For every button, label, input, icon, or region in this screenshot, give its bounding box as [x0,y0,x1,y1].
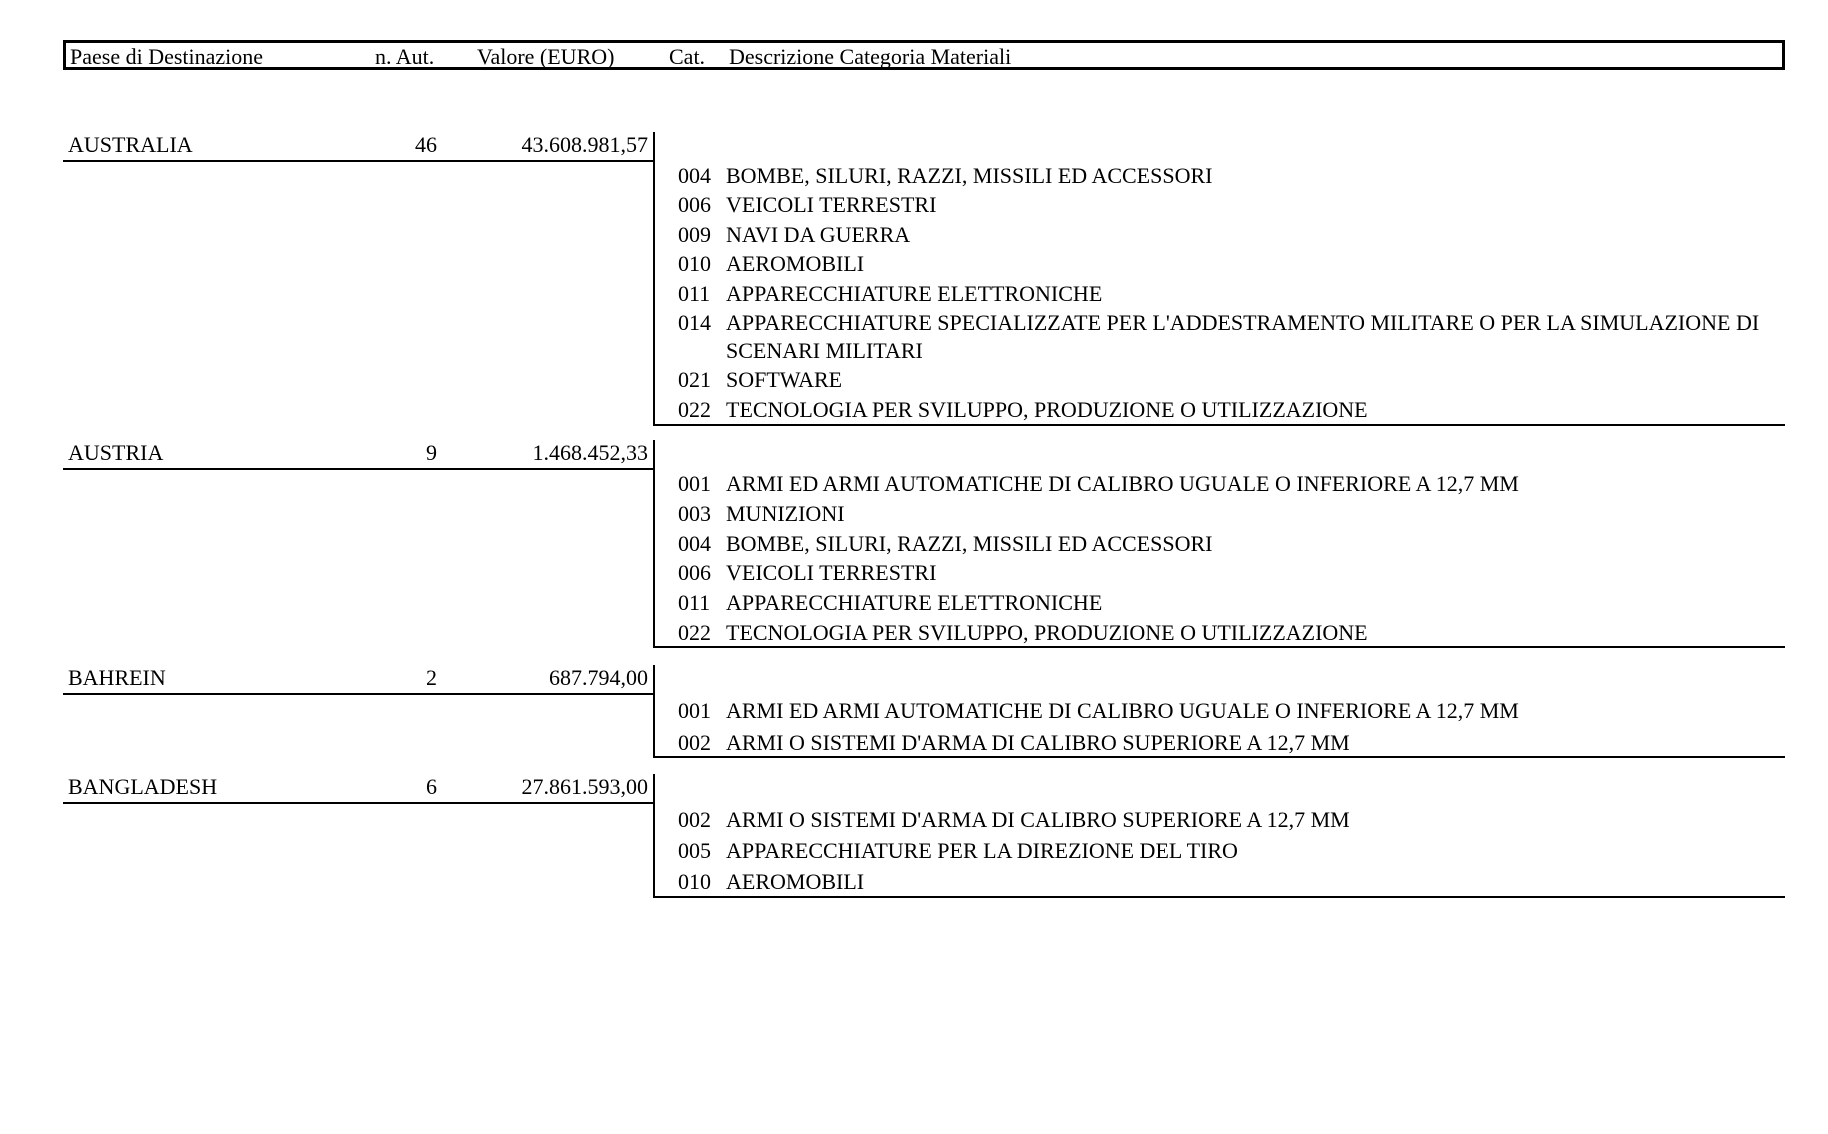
category-code: 010 [678,251,711,276]
category-code: 006 [678,560,711,585]
category-description: ARMI O SISTEMI D'ARMA DI CALIBRO SUPERIORE A 12,7 MM [726,730,1350,755]
category-description: MUNIZIONI [726,501,845,526]
country-name: AUSTRIA [68,440,164,465]
category-description: ARMI ED ARMI AUTOMATICHE DI CALIBRO UGUALE O INFERIORE A 12,7 MM [726,471,1519,496]
category-code: 011 [678,281,711,306]
category-description: AEROMOBILI [726,251,865,276]
category-description: APPARECCHIATURE SPECIALIZZATE PER L'ADDESTRAMENTO MILITARE O PER LA SIMULAZIONE DI SCENARI MILITARI [726,310,1760,363]
category-code: 004 [678,163,711,188]
country-row [63,440,653,470]
country-n-aut: 6 [426,774,437,799]
country-row [63,665,653,695]
country-n-aut: 9 [426,440,437,465]
country-row [63,774,653,804]
category-code: 002 [678,730,711,755]
category-description: TECNOLOGIA PER SVILUPPO, PRODUZIONE O UTILIZZAZIONE [726,620,1368,645]
header-value: Valore (EURO) [477,44,615,69]
category-code: 003 [678,501,711,526]
category-description: BOMBE, SILURI, RAZZI, MISSILI ED ACCESSORI [726,531,1213,556]
category-code: 014 [678,310,711,335]
country-row [63,132,653,162]
category-code: 011 [678,590,711,615]
header-n-aut: n. Aut. [375,44,435,69]
category-code: 022 [678,620,711,645]
country-n-aut: 2 [426,665,437,690]
category-description: ARMI ED ARMI AUTOMATICHE DI CALIBRO UGUALE O INFERIORE A 12,7 MM [726,698,1519,723]
country-n-aut: 46 [415,132,437,157]
category-code: 005 [678,838,711,863]
country-value: 43.608.981,57 [521,132,648,157]
header-cat: Cat. [669,44,706,69]
category-description: APPARECCHIATURE ELETTRONICHE [726,281,1103,306]
category-code: 001 [678,471,711,496]
category-code: 002 [678,807,711,832]
category-description: ARMI O SISTEMI D'ARMA DI CALIBRO SUPERIORE A 12,7 MM [726,807,1350,832]
country-name: BAHREIN [68,665,166,690]
category-code: 010 [678,869,711,894]
header-country: Paese di Destinazione [70,44,264,69]
category-description: NAVI DA GUERRA [726,222,911,247]
category-description: VEICOLI TERRESTRI [726,192,937,217]
category-description: BOMBE, SILURI, RAZZI, MISSILI ED ACCESSORI [726,163,1213,188]
category-description: AEROMOBILI [726,869,865,894]
category-code: 004 [678,531,711,556]
country-value: 1.468.452,33 [532,440,648,465]
category-code: 006 [678,192,711,217]
category-description: APPARECCHIATURE ELETTRONICHE [726,590,1103,615]
category-description: SOFTWARE [726,367,843,392]
category-description: TECNOLOGIA PER SVILUPPO, PRODUZIONE O UTILIZZAZIONE [726,397,1368,422]
country-value: 27.861.593,00 [521,774,648,799]
table-header [63,40,1785,70]
category-description: APPARECCHIATURE PER LA DIREZIONE DEL TIRO [726,838,1238,863]
country-name: AUSTRALIA [68,132,193,157]
header-description: Descrizione Categoria Materiali [729,44,1012,69]
category-code: 021 [678,367,711,392]
category-description: VEICOLI TERRESTRI [726,560,937,585]
category-code: 009 [678,222,711,247]
country-value: 687.794,00 [549,665,648,690]
category-code: 022 [678,397,711,422]
category-code: 001 [678,698,711,723]
country-name: BANGLADESH [68,774,218,799]
